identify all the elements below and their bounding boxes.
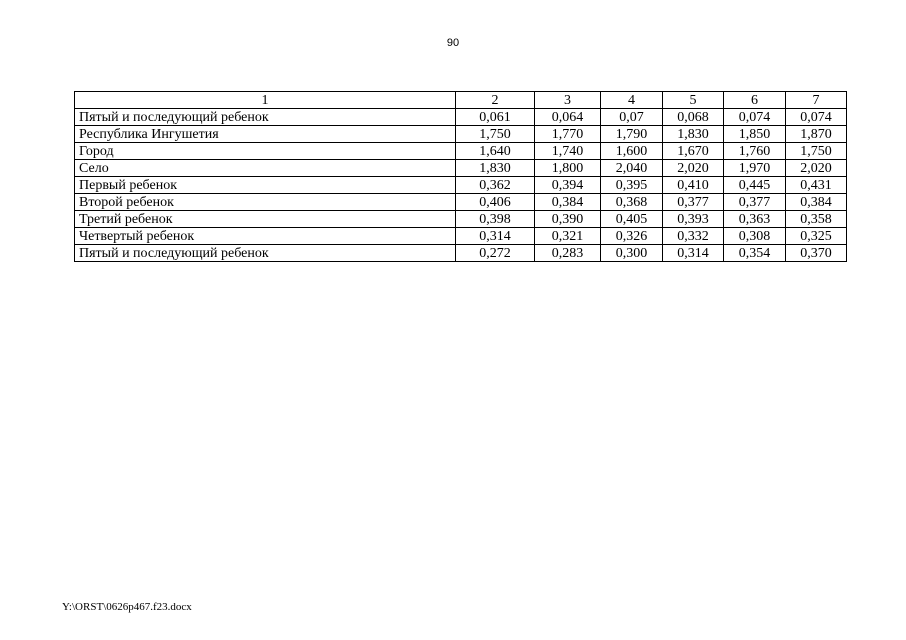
table-cell: 0,308	[724, 228, 786, 245]
column-header: 1	[75, 92, 456, 109]
table-cell: 1,640	[456, 143, 535, 160]
column-header: 7	[786, 92, 847, 109]
table-cell: 1,750	[786, 143, 847, 160]
table-cell: 1,600	[601, 143, 663, 160]
table-row	[75, 245, 847, 262]
table-cell: 1,670	[663, 143, 724, 160]
table-cell: 0,068	[663, 109, 724, 126]
table-cell: 1,740	[535, 143, 601, 160]
column-header: 2	[456, 92, 535, 109]
table-row	[75, 228, 847, 245]
table-cell: 0,061	[456, 109, 535, 126]
table-cell: 1,800	[535, 160, 601, 177]
table-cell: 0,394	[535, 177, 601, 194]
row-label: Город	[75, 143, 456, 160]
table-cell: 2,020	[786, 160, 847, 177]
table-cell: 0,377	[663, 194, 724, 211]
table-row	[75, 177, 847, 194]
column-header: 3	[535, 92, 601, 109]
row-label: Второй ребенок	[75, 194, 456, 211]
table-cell: 0,300	[601, 245, 663, 262]
table-cell: 0,321	[535, 228, 601, 245]
table-cell: 0,283	[535, 245, 601, 262]
table-cell: 0,384	[535, 194, 601, 211]
table-cell: 0,07	[601, 109, 663, 126]
table-cell: 0,314	[663, 245, 724, 262]
table-cell: 0,354	[724, 245, 786, 262]
table-row	[75, 109, 847, 126]
table-cell: 2,020	[663, 160, 724, 177]
table-row	[75, 126, 847, 143]
table-row	[75, 143, 847, 160]
table-cell: 0,395	[601, 177, 663, 194]
table-cell: 2,040	[601, 160, 663, 177]
row-label: Третий ребенок	[75, 211, 456, 228]
footer-file-path: Y:\ORST\0626p467.f23.docx	[62, 601, 192, 613]
data-table	[74, 91, 847, 262]
row-label: Первый ребенок	[75, 177, 456, 194]
table-cell: 0,445	[724, 177, 786, 194]
table-row	[75, 194, 847, 211]
table-header-row	[75, 92, 847, 109]
table-cell: 0,410	[663, 177, 724, 194]
table-cell: 0,272	[456, 245, 535, 262]
table-cell: 1,760	[724, 143, 786, 160]
table-cell: 0,384	[786, 194, 847, 211]
row-label: Пятый и последующий ребенок	[75, 109, 456, 126]
table-cell: 0,314	[456, 228, 535, 245]
table-cell: 0,074	[786, 109, 847, 126]
table-cell: 0,363	[724, 211, 786, 228]
table-cell: 1,830	[663, 126, 724, 143]
table-cell: 0,370	[786, 245, 847, 262]
table-cell: 1,830	[456, 160, 535, 177]
table-cell: 0,377	[724, 194, 786, 211]
table-cell: 1,970	[724, 160, 786, 177]
row-label: Пятый и последующий ребенок	[75, 245, 456, 262]
table-cell: 0,393	[663, 211, 724, 228]
table-cell: 0,326	[601, 228, 663, 245]
column-header: 6	[724, 92, 786, 109]
table-row	[75, 160, 847, 177]
table-cell: 1,870	[786, 126, 847, 143]
table-cell: 0,390	[535, 211, 601, 228]
table-cell: 1,750	[456, 126, 535, 143]
column-header: 5	[663, 92, 724, 109]
column-header: 4	[601, 92, 663, 109]
table-cell: 1,850	[724, 126, 786, 143]
table-cell: 0,074	[724, 109, 786, 126]
table-cell: 0,064	[535, 109, 601, 126]
table-cell: 0,362	[456, 177, 535, 194]
table-cell: 0,398	[456, 211, 535, 228]
table-cell: 0,368	[601, 194, 663, 211]
table-cell: 0,406	[456, 194, 535, 211]
table-cell: 1,770	[535, 126, 601, 143]
table-cell: 0,431	[786, 177, 847, 194]
page-number: 90	[446, 37, 460, 49]
table-cell: 0,325	[786, 228, 847, 245]
table-cell: 0,358	[786, 211, 847, 228]
table-cell: 1,790	[601, 126, 663, 143]
table-cell: 0,405	[601, 211, 663, 228]
table-row	[75, 211, 847, 228]
row-label: Республика Ингушетия	[75, 126, 456, 143]
row-label: Четвертый ребенок	[75, 228, 456, 245]
table-cell: 0,332	[663, 228, 724, 245]
row-label: Село	[75, 160, 456, 177]
